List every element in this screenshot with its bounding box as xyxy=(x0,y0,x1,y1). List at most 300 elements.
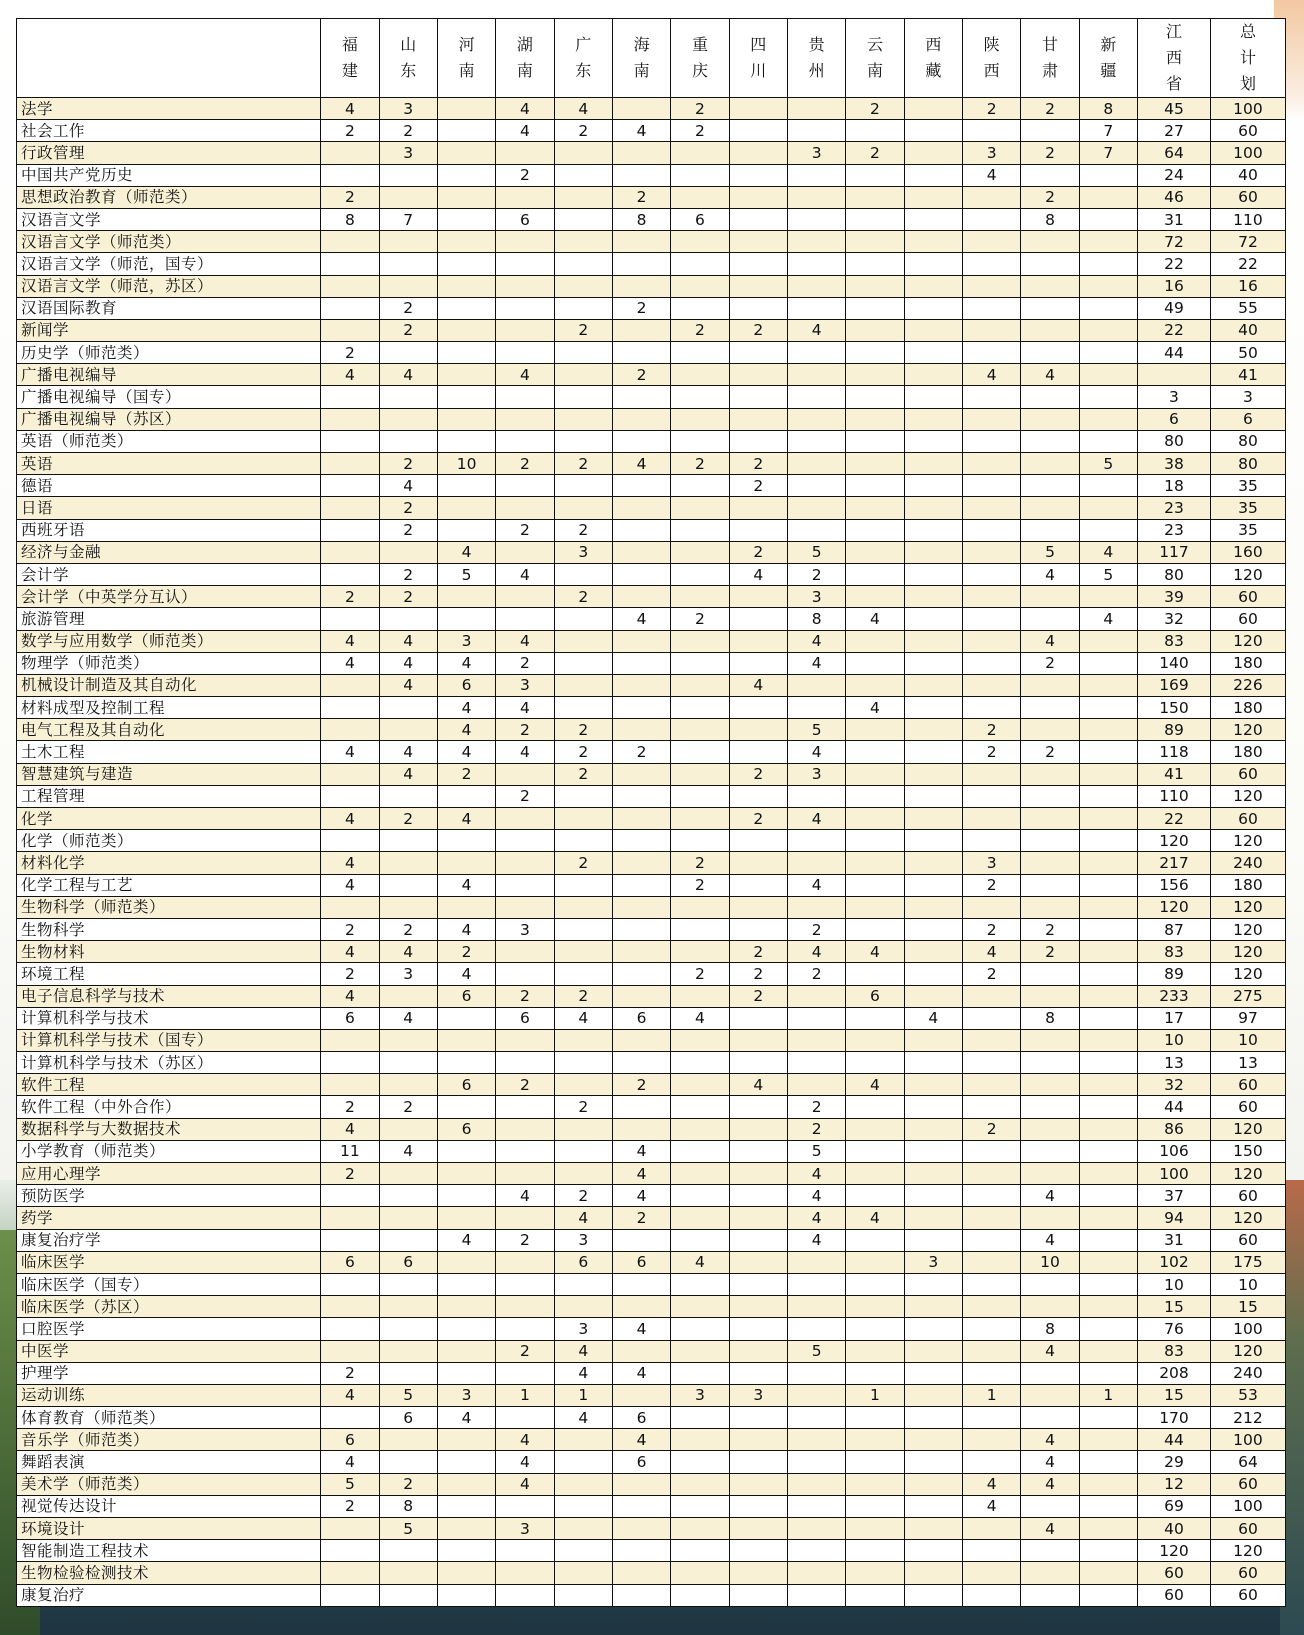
province-quota-cell: 4 xyxy=(321,874,379,896)
province-quota-cell xyxy=(1079,918,1137,940)
province-quota-cell xyxy=(963,253,1021,275)
jiangxi-cell: 27 xyxy=(1138,120,1211,142)
total-cell: 120 xyxy=(1210,719,1285,741)
total-cell: 15 xyxy=(1210,1296,1285,1318)
total-cell: 60 xyxy=(1210,1185,1285,1207)
province-quota-cell: 3 xyxy=(729,1384,787,1406)
province-quota-cell xyxy=(787,1584,845,1606)
province-quota-cell xyxy=(963,519,1021,541)
province-quota-cell xyxy=(963,275,1021,297)
province-quota-cell: 4 xyxy=(846,941,904,963)
province-quota-cell xyxy=(904,808,962,830)
province-quota-cell xyxy=(1079,231,1137,253)
total-cell: 3 xyxy=(1210,386,1285,408)
major-name-cell: 视觉传达设计 xyxy=(17,1495,321,1517)
province-quota-cell: 4 xyxy=(963,941,1021,963)
province-quota-cell: 4 xyxy=(321,98,379,120)
province-quota-cell: 4 xyxy=(437,1407,495,1429)
province-quota-cell xyxy=(729,386,787,408)
province-quota-cell: 10 xyxy=(1021,1251,1079,1273)
jiangxi-cell: 102 xyxy=(1138,1251,1211,1273)
total-cell: 40 xyxy=(1210,319,1285,341)
province-quota-cell: 2 xyxy=(963,719,1021,741)
province-quota-cell: 2 xyxy=(963,918,1021,940)
province-quota-cell xyxy=(904,785,962,807)
province-quota-cell: 3 xyxy=(963,142,1021,164)
province-quota-cell: 2 xyxy=(554,741,612,763)
province-quota-cell xyxy=(554,630,612,652)
province-quota-cell xyxy=(612,963,670,985)
major-name-cell: 舞蹈表演 xyxy=(17,1451,321,1473)
province-quota-cell xyxy=(846,563,904,585)
total-cell: 240 xyxy=(1210,1362,1285,1384)
province-quota-cell xyxy=(904,1052,962,1074)
province-quota-cell xyxy=(846,1185,904,1207)
province-quota-cell xyxy=(787,830,845,852)
province-quota-cell xyxy=(904,1473,962,1495)
province-quota-cell xyxy=(379,1074,437,1096)
major-name-cell: 生物科学（师范类） xyxy=(17,896,321,918)
province-quota-cell xyxy=(671,1540,729,1562)
province-quota-cell: 2 xyxy=(554,763,612,785)
province-quota-cell xyxy=(963,1340,1021,1362)
header-province xyxy=(1210,19,1285,98)
province-quota-cell: 4 xyxy=(496,741,554,763)
province-quota-cell xyxy=(846,1096,904,1118)
total-cell: 120 xyxy=(1210,563,1285,585)
jiangxi-cell: 83 xyxy=(1138,1340,1211,1362)
province-quota-cell: 5 xyxy=(1079,453,1137,475)
province-quota-cell: 2 xyxy=(671,120,729,142)
province-quota-cell xyxy=(846,1540,904,1562)
table-row xyxy=(17,1074,1286,1096)
province-quota-cell xyxy=(321,275,379,297)
province-quota-cell xyxy=(963,297,1021,319)
province-quota-cell: 3 xyxy=(379,98,437,120)
province-quota-cell xyxy=(612,852,670,874)
province-quota-cell xyxy=(379,1318,437,1340)
table-row xyxy=(17,364,1286,386)
province-quota-cell: 4 xyxy=(379,1007,437,1029)
major-name-cell: 广播电视编导 xyxy=(17,364,321,386)
jiangxi-cell: 117 xyxy=(1138,541,1211,563)
province-quota-cell xyxy=(612,763,670,785)
province-quota-cell: 4 xyxy=(437,963,495,985)
major-name-cell: 数学与应用数学（师范类） xyxy=(17,630,321,652)
province-quota-cell: 4 xyxy=(1079,541,1137,563)
province-quota-cell: 2 xyxy=(496,985,554,1007)
province-quota-cell xyxy=(612,874,670,896)
province-quota-cell xyxy=(963,1518,1021,1540)
province-quota-cell xyxy=(787,1540,845,1562)
province-quota-cell xyxy=(437,1362,495,1384)
table-row xyxy=(17,1052,1286,1074)
province-quota-cell xyxy=(904,231,962,253)
total-cell: 110 xyxy=(1210,208,1285,230)
jiangxi-cell: 49 xyxy=(1138,297,1211,319)
province-quota-cell xyxy=(321,1074,379,1096)
province-quota-cell xyxy=(671,430,729,452)
total-cell: 150 xyxy=(1210,1140,1285,1162)
province-quota-cell xyxy=(846,652,904,674)
table-row xyxy=(17,342,1286,364)
jiangxi-cell: 46 xyxy=(1138,186,1211,208)
province-quota-cell xyxy=(1079,630,1137,652)
province-quota-cell: 2 xyxy=(379,453,437,475)
province-quota-cell xyxy=(787,1318,845,1340)
province-quota-cell: 6 xyxy=(612,1007,670,1029)
major-name-cell: 临床医学（国专） xyxy=(17,1273,321,1295)
province-quota-cell: 2 xyxy=(963,963,1021,985)
province-quota-cell xyxy=(729,896,787,918)
province-quota-cell xyxy=(846,1429,904,1451)
province-quota-cell: 2 xyxy=(671,963,729,985)
province-quota-cell xyxy=(612,142,670,164)
province-quota-cell xyxy=(846,1362,904,1384)
jiangxi-cell: 18 xyxy=(1138,475,1211,497)
major-name-cell: 数据科学与大数据技术 xyxy=(17,1118,321,1140)
province-quota-cell xyxy=(671,231,729,253)
province-quota-cell: 4 xyxy=(496,364,554,386)
province-quota-cell xyxy=(1079,1340,1137,1362)
province-quota-cell: 2 xyxy=(379,563,437,585)
province-quota-cell xyxy=(1021,275,1079,297)
province-quota-cell: 2 xyxy=(729,541,787,563)
province-quota-cell xyxy=(554,830,612,852)
jiangxi-cell: 44 xyxy=(1138,342,1211,364)
province-quota-cell xyxy=(787,98,845,120)
province-quota-cell xyxy=(554,231,612,253)
province-quota-cell: 5 xyxy=(1021,541,1079,563)
province-quota-cell xyxy=(1079,1318,1137,1340)
province-quota-cell xyxy=(787,430,845,452)
province-quota-cell xyxy=(904,586,962,608)
jiangxi-cell: 31 xyxy=(1138,1229,1211,1251)
province-quota-cell: 2 xyxy=(379,808,437,830)
province-quota-cell xyxy=(846,1118,904,1140)
province-quota-cell xyxy=(437,430,495,452)
table-row xyxy=(17,808,1286,830)
province-quota-cell xyxy=(1079,852,1137,874)
province-quota-cell xyxy=(612,1273,670,1295)
table-row xyxy=(17,1296,1286,1318)
province-quota-cell xyxy=(846,1518,904,1540)
province-quota-cell xyxy=(437,1451,495,1473)
province-quota-cell xyxy=(1079,741,1137,763)
jiangxi-cell: 217 xyxy=(1138,852,1211,874)
province-quota-cell xyxy=(787,674,845,696)
province-quota-cell xyxy=(729,1518,787,1540)
major-name-cell: 土木工程 xyxy=(17,741,321,763)
major-name-cell: 计算机科学与技术（国专） xyxy=(17,1029,321,1051)
province-quota-cell xyxy=(904,519,962,541)
province-quota-cell xyxy=(379,1163,437,1185)
province-quota-cell xyxy=(963,1540,1021,1562)
province-quota-cell xyxy=(554,297,612,319)
province-quota-cell xyxy=(904,941,962,963)
province-quota-cell xyxy=(1079,253,1137,275)
province-quota-cell xyxy=(496,1362,554,1384)
province-quota-cell: 2 xyxy=(554,1185,612,1207)
province-quota-cell xyxy=(787,1251,845,1273)
province-quota-cell: 4 xyxy=(1079,608,1137,630)
province-quota-cell: 2 xyxy=(612,186,670,208)
province-quota-cell: 4 xyxy=(846,608,904,630)
province-quota-cell xyxy=(496,763,554,785)
province-quota-cell: 5 xyxy=(787,719,845,741)
province-quota-cell xyxy=(1021,386,1079,408)
province-quota-cell: 6 xyxy=(437,985,495,1007)
province-quota-cell xyxy=(904,1229,962,1251)
province-quota-cell xyxy=(612,674,670,696)
total-cell: 53 xyxy=(1210,1384,1285,1406)
province-quota-cell xyxy=(554,208,612,230)
province-quota-cell: 6 xyxy=(846,985,904,1007)
province-quota-cell xyxy=(1079,275,1137,297)
province-quota-cell xyxy=(554,386,612,408)
province-quota-cell xyxy=(729,1362,787,1384)
province-quota-cell xyxy=(321,719,379,741)
province-quota-cell: 4 xyxy=(496,120,554,142)
province-quota-cell xyxy=(729,297,787,319)
province-quota-cell xyxy=(1021,785,1079,807)
jiangxi-cell: 29 xyxy=(1138,1451,1211,1473)
province-quota-cell: 2 xyxy=(554,319,612,341)
province-quota-cell: 2 xyxy=(671,453,729,475)
table-row xyxy=(17,1185,1286,1207)
province-quota-cell xyxy=(671,1052,729,1074)
province-quota-cell xyxy=(846,231,904,253)
province-quota-cell: 4 xyxy=(554,1207,612,1229)
province-quota-cell xyxy=(612,1229,670,1251)
province-quota-cell xyxy=(379,719,437,741)
province-quota-cell xyxy=(1021,1207,1079,1229)
province-quota-cell xyxy=(904,674,962,696)
province-quota-cell xyxy=(1079,1140,1137,1162)
major-name-cell: 汉语言文学（师范类） xyxy=(17,231,321,253)
table-row xyxy=(17,453,1286,475)
province-quota-cell xyxy=(612,630,670,652)
total-cell: 60 xyxy=(1210,1074,1285,1096)
province-quota-cell xyxy=(496,253,554,275)
province-quota-cell xyxy=(1079,1407,1137,1429)
province-quota-cell: 4 xyxy=(379,741,437,763)
header-province xyxy=(1138,19,1211,98)
header-province xyxy=(321,19,379,98)
province-quota-cell xyxy=(846,319,904,341)
province-quota-cell xyxy=(612,1495,670,1517)
province-quota-cell xyxy=(963,830,1021,852)
province-quota-cell xyxy=(496,1273,554,1295)
province-quota-cell xyxy=(729,1340,787,1362)
major-name-cell: 材料成型及控制工程 xyxy=(17,697,321,719)
province-quota-cell: 4 xyxy=(612,1318,670,1340)
total-cell: 97 xyxy=(1210,1007,1285,1029)
province-quota-cell xyxy=(612,342,670,364)
province-quota-cell xyxy=(904,918,962,940)
major-name-cell: 德语 xyxy=(17,475,321,497)
province-quota-cell xyxy=(379,408,437,430)
province-quota-cell: 2 xyxy=(379,1096,437,1118)
province-quota-cell xyxy=(554,164,612,186)
jiangxi-cell: 22 xyxy=(1138,319,1211,341)
province-quota-cell xyxy=(963,652,1021,674)
total-cell: 41 xyxy=(1210,364,1285,386)
province-quota-cell: 2 xyxy=(379,519,437,541)
province-quota-cell: 2 xyxy=(1021,741,1079,763)
province-quota-cell: 2 xyxy=(963,741,1021,763)
province-quota-cell xyxy=(554,652,612,674)
province-quota-cell xyxy=(963,1229,1021,1251)
province-quota-cell xyxy=(496,297,554,319)
province-quota-cell xyxy=(671,386,729,408)
province-quota-cell: 2 xyxy=(496,519,554,541)
major-name-cell: 智慧建筑与建造 xyxy=(17,763,321,785)
province-quota-cell xyxy=(729,364,787,386)
province-quota-cell xyxy=(612,386,670,408)
total-cell: 60 xyxy=(1210,1473,1285,1495)
table-row xyxy=(17,674,1286,696)
major-name-cell: 材料化学 xyxy=(17,852,321,874)
jiangxi-cell: 118 xyxy=(1138,741,1211,763)
province-quota-cell xyxy=(729,785,787,807)
province-quota-cell: 6 xyxy=(671,208,729,230)
province-quota-cell: 4 xyxy=(321,364,379,386)
province-quota-cell: 2 xyxy=(554,852,612,874)
province-quota-cell xyxy=(1021,963,1079,985)
province-quota-cell: 4 xyxy=(612,1185,670,1207)
province-quota-cell: 2 xyxy=(671,98,729,120)
province-quota-cell xyxy=(379,697,437,719)
province-quota-cell xyxy=(904,1296,962,1318)
major-name-cell: 口腔医学 xyxy=(17,1318,321,1340)
province-quota-cell xyxy=(437,1140,495,1162)
province-quota-cell xyxy=(1079,186,1137,208)
province-quota-cell: 3 xyxy=(787,142,845,164)
province-quota-cell xyxy=(787,164,845,186)
province-quota-cell: 4 xyxy=(379,941,437,963)
province-quota-cell xyxy=(729,208,787,230)
table-row xyxy=(17,741,1286,763)
total-cell: 160 xyxy=(1210,541,1285,563)
province-quota-cell: 11 xyxy=(321,1140,379,1162)
province-quota-cell xyxy=(963,985,1021,1007)
province-quota-cell xyxy=(963,1296,1021,1318)
total-cell: 120 xyxy=(1210,1118,1285,1140)
province-quota-cell: 4 xyxy=(729,1074,787,1096)
province-quota-cell xyxy=(612,475,670,497)
province-quota-cell xyxy=(496,1096,554,1118)
province-quota-cell xyxy=(846,475,904,497)
province-quota-cell xyxy=(1079,1451,1137,1473)
province-quota-cell xyxy=(379,1562,437,1584)
province-quota-cell: 4 xyxy=(1021,563,1079,585)
province-quota-cell xyxy=(787,453,845,475)
province-quota-cell xyxy=(379,1207,437,1229)
province-quota-cell xyxy=(904,1185,962,1207)
province-quota-cell xyxy=(846,1007,904,1029)
province-quota-cell xyxy=(729,1495,787,1517)
province-quota-cell xyxy=(1079,785,1137,807)
header-province xyxy=(904,19,962,98)
province-quota-cell: 2 xyxy=(729,763,787,785)
province-quota-cell xyxy=(846,1451,904,1473)
province-quota-cell: 5 xyxy=(787,1140,845,1162)
province-quota-cell xyxy=(671,941,729,963)
province-quota-cell: 6 xyxy=(612,1451,670,1473)
province-quota-cell xyxy=(321,164,379,186)
jiangxi-cell: 69 xyxy=(1138,1495,1211,1517)
province-quota-cell xyxy=(787,1407,845,1429)
province-quota-cell xyxy=(554,342,612,364)
province-quota-cell: 2 xyxy=(321,918,379,940)
province-quota-cell xyxy=(612,1540,670,1562)
jiangxi-cell: 60 xyxy=(1138,1584,1211,1606)
province-quota-cell xyxy=(671,896,729,918)
province-quota-cell: 2 xyxy=(846,98,904,120)
table-row xyxy=(17,1584,1286,1606)
province-quota-cell xyxy=(846,364,904,386)
province-quota-cell xyxy=(904,1207,962,1229)
province-quota-cell xyxy=(1079,1052,1137,1074)
province-quota-cell xyxy=(612,1518,670,1540)
province-quota-cell: 2 xyxy=(963,1118,1021,1140)
province-quota-cell xyxy=(379,186,437,208)
province-quota-cell xyxy=(1079,386,1137,408)
province-quota-cell xyxy=(1079,1429,1137,1451)
province-quota-cell xyxy=(787,275,845,297)
province-quota-cell xyxy=(787,985,845,1007)
jiangxi-cell: 120 xyxy=(1138,830,1211,852)
table-body xyxy=(17,98,1286,1607)
province-quota-cell: 4 xyxy=(554,1362,612,1384)
table-row xyxy=(17,1451,1286,1473)
province-quota-cell xyxy=(729,275,787,297)
province-quota-cell: 8 xyxy=(612,208,670,230)
province-quota-cell xyxy=(612,941,670,963)
province-quota-cell xyxy=(846,1229,904,1251)
province-quota-cell: 2 xyxy=(554,120,612,142)
total-cell: 120 xyxy=(1210,1340,1285,1362)
province-quota-cell xyxy=(321,1518,379,1540)
province-quota-cell xyxy=(963,120,1021,142)
table-row xyxy=(17,541,1286,563)
province-quota-cell xyxy=(787,364,845,386)
province-quota-cell xyxy=(671,1074,729,1096)
province-quota-cell: 2 xyxy=(787,918,845,940)
province-quota-cell xyxy=(963,630,1021,652)
jiangxi-cell: 169 xyxy=(1138,674,1211,696)
header-province xyxy=(787,19,845,98)
total-cell: 60 xyxy=(1210,1518,1285,1540)
province-quota-cell: 2 xyxy=(1021,941,1079,963)
header-province-label: 四川 xyxy=(750,35,767,80)
province-quota-cell xyxy=(496,386,554,408)
table-row xyxy=(17,1163,1286,1185)
province-quota-cell xyxy=(904,408,962,430)
province-quota-cell: 2 xyxy=(321,1495,379,1517)
province-quota-cell xyxy=(496,408,554,430)
jiangxi-cell: 39 xyxy=(1138,586,1211,608)
province-quota-cell xyxy=(671,275,729,297)
province-quota-cell xyxy=(496,941,554,963)
province-quota-cell xyxy=(671,186,729,208)
province-quota-cell: 2 xyxy=(554,586,612,608)
province-quota-cell: 3 xyxy=(554,1318,612,1340)
province-quota-cell xyxy=(321,519,379,541)
province-quota-cell: 4 xyxy=(437,918,495,940)
province-quota-cell xyxy=(787,519,845,541)
